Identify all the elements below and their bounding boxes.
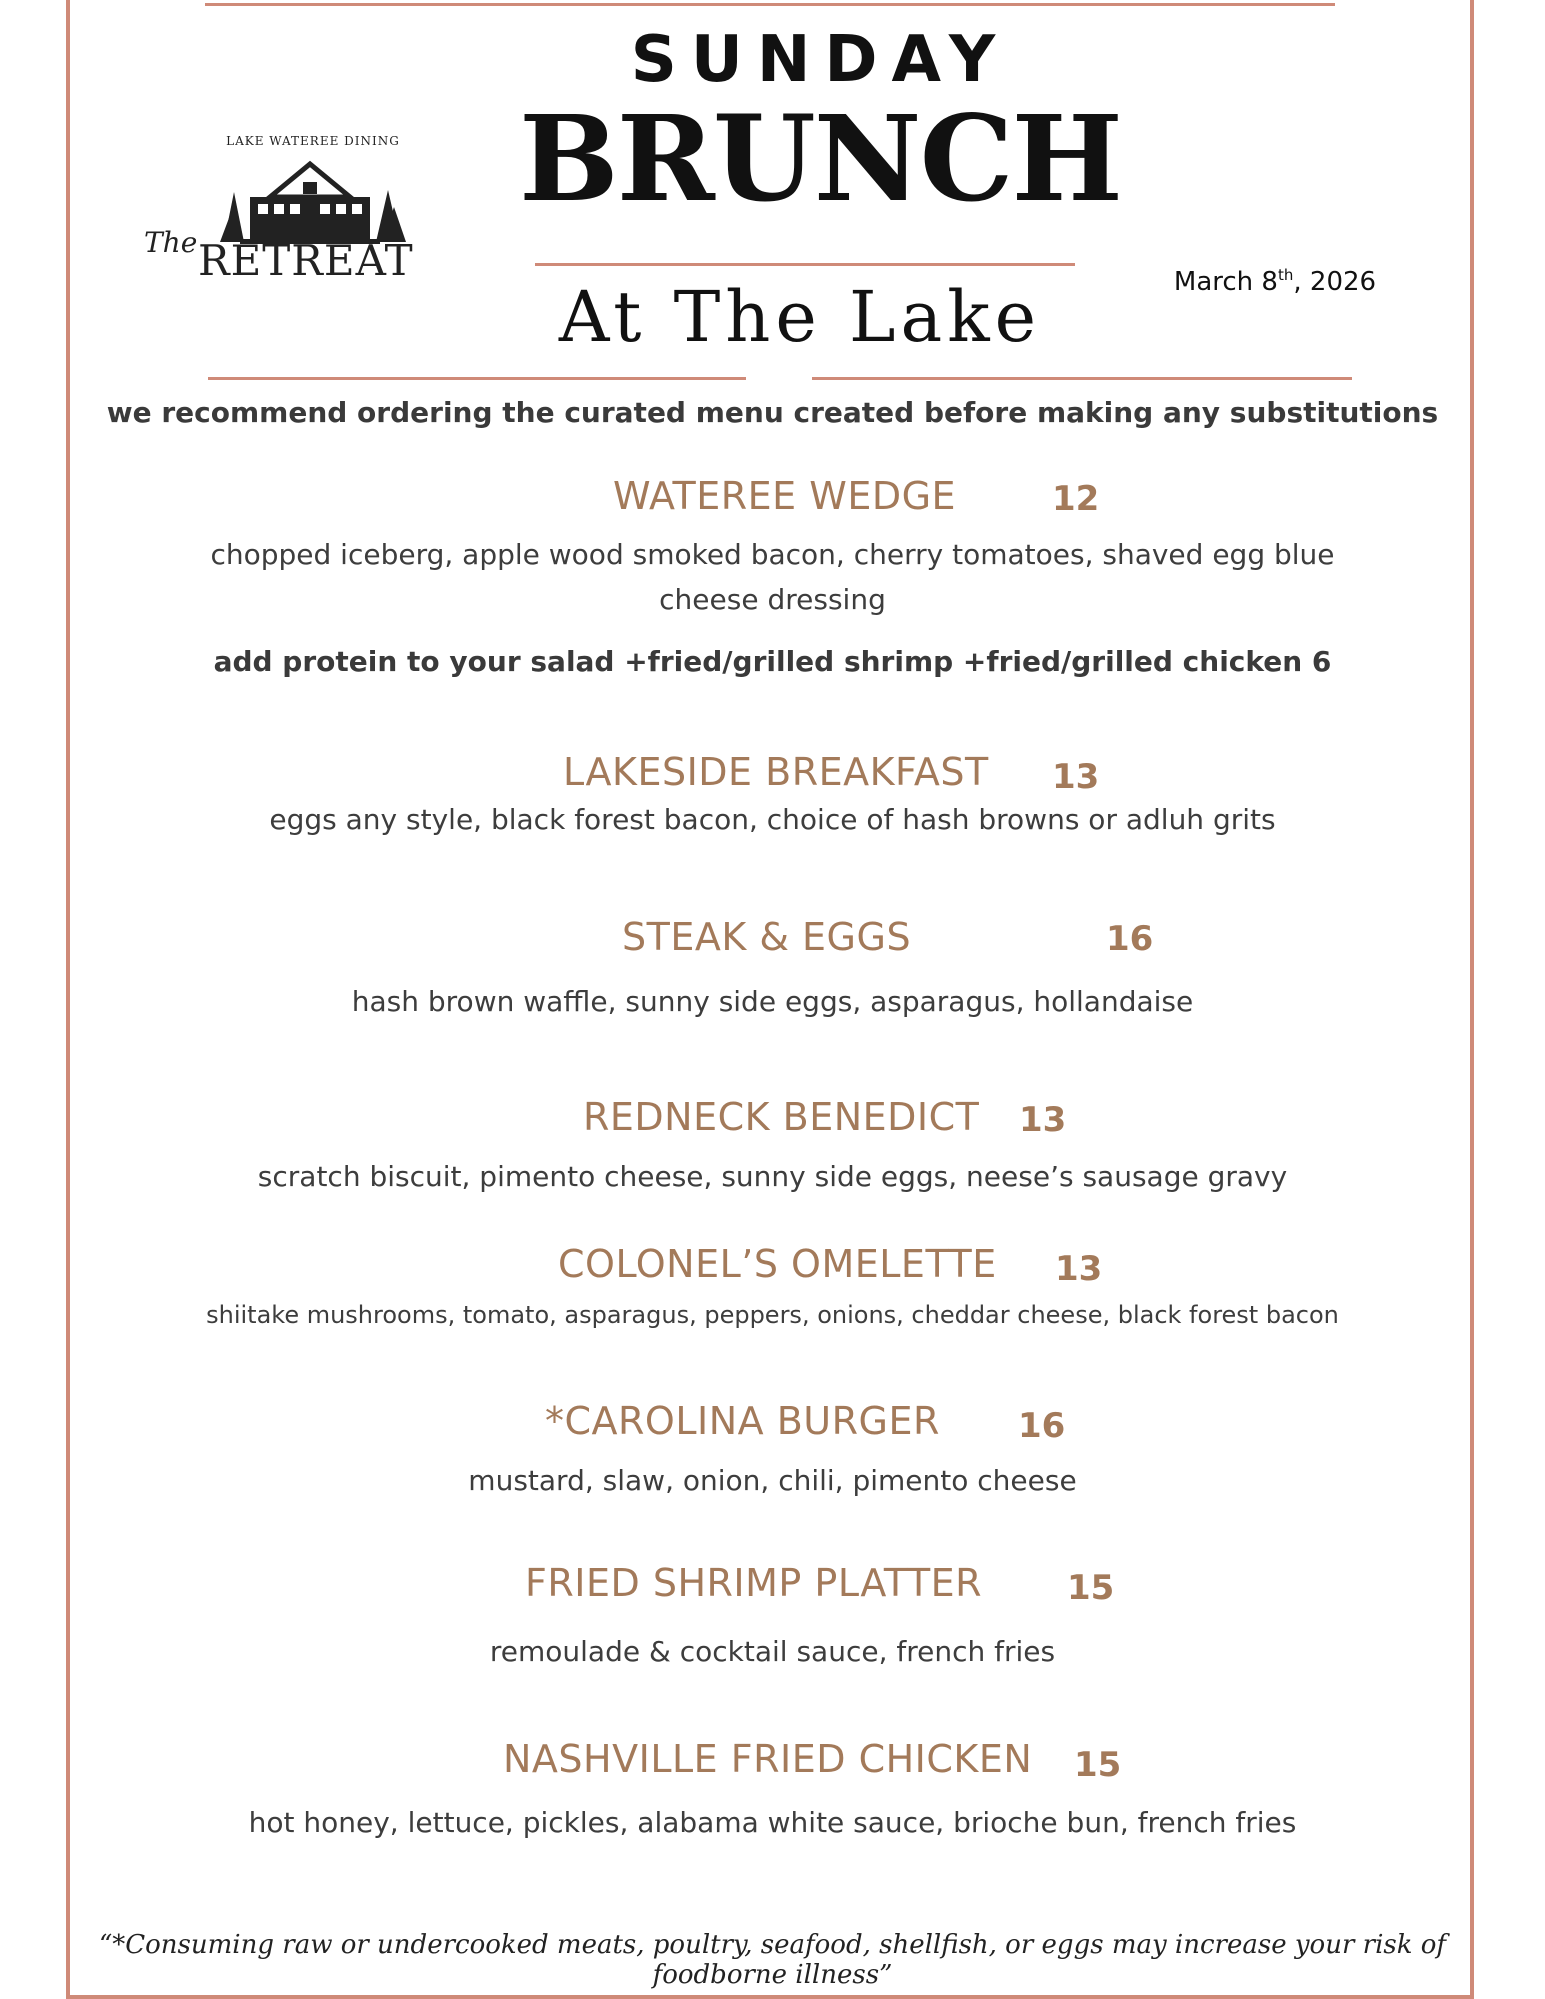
foodborne-disclaimer: “*Consuming raw or undercooked meats, poultry, seafood, shellfish, or eggs may increase your risk of foodborne illness”: [98, 1930, 1447, 1990]
item-price: 13: [1052, 757, 1100, 797]
item-description: remoulade & cocktail sauce, french fries: [489, 1635, 1056, 1668]
item-description: chopped iceberg, apple wood smoked bacon, cherry tomatoes, shaved egg blue cheese dressing: [210, 538, 1335, 616]
right-rule: [812, 377, 1352, 380]
lodge-icon: [210, 152, 410, 247]
item-name: FRIED SHRIMP PLATTER: [525, 1561, 983, 1605]
item-price: 15: [1074, 1745, 1122, 1785]
item-description: mustard, slaw, onion, chili, pimento cheese: [468, 1464, 1077, 1497]
item-price: 13: [1055, 1249, 1103, 1289]
logo-tagline: LAKE WATEREE DINING: [226, 134, 400, 148]
logo-the: The: [144, 226, 198, 259]
item-price: 16: [1106, 919, 1154, 959]
item-name: COLONEL’S OMELETTE: [558, 1242, 997, 1286]
title-rule: [535, 263, 1075, 266]
item-price: 13: [1019, 1100, 1067, 1140]
item-name: STEAK & EGGS: [622, 915, 912, 959]
item-description: shiitake mushrooms, tomato, asparagus, peppers, onions, cheddar cheese, black forest bacon: [206, 1301, 1339, 1329]
item-description: hash brown waffle, sunny side eggs, asparagus, hollandaise: [351, 985, 1194, 1018]
item-description: eggs any style, black forest bacon, choice of hash browns or adluh grits: [269, 803, 1276, 836]
item-price: 12: [1052, 479, 1100, 519]
left-rule: [208, 377, 746, 380]
top-rule: [205, 3, 1335, 6]
item-name: NASHVILLE FRIED CHICKEN: [503, 1737, 1033, 1781]
item-description: scratch biscuit, pimento cheese, sunny side eggs, neese’s sausage gravy: [257, 1160, 1288, 1193]
retreat-logo: [140, 130, 420, 290]
recommendation-note: we recommend ordering the curated menu created before making any substitutions: [106, 396, 1439, 429]
item-name: REDNECK BENEDICT: [583, 1095, 980, 1139]
protein-addon: add protein to your salad +fried/grilled shrimp +fried/grilled chicken 6: [213, 645, 1332, 678]
item-name: WATEREE WEDGE: [613, 474, 957, 518]
menu-date: March 8th, 2026: [1173, 266, 1377, 297]
item-description: hot honey, lettuce, pickles, alabama white sauce, brioche bun, french fries: [248, 1806, 1297, 1839]
logo-name: RETREAT: [198, 236, 414, 285]
title-brunch: BRUNCH: [519, 89, 1121, 228]
item-price: 16: [1018, 1406, 1066, 1446]
item-name: *CAROLINA BURGER: [545, 1399, 940, 1443]
title-at-the-lake: At The Lake: [558, 276, 1042, 358]
title-sunday: SUNDAY: [630, 23, 1010, 97]
item-name: LAKESIDE BREAKFAST: [563, 750, 989, 794]
item-price: 15: [1067, 1568, 1115, 1608]
